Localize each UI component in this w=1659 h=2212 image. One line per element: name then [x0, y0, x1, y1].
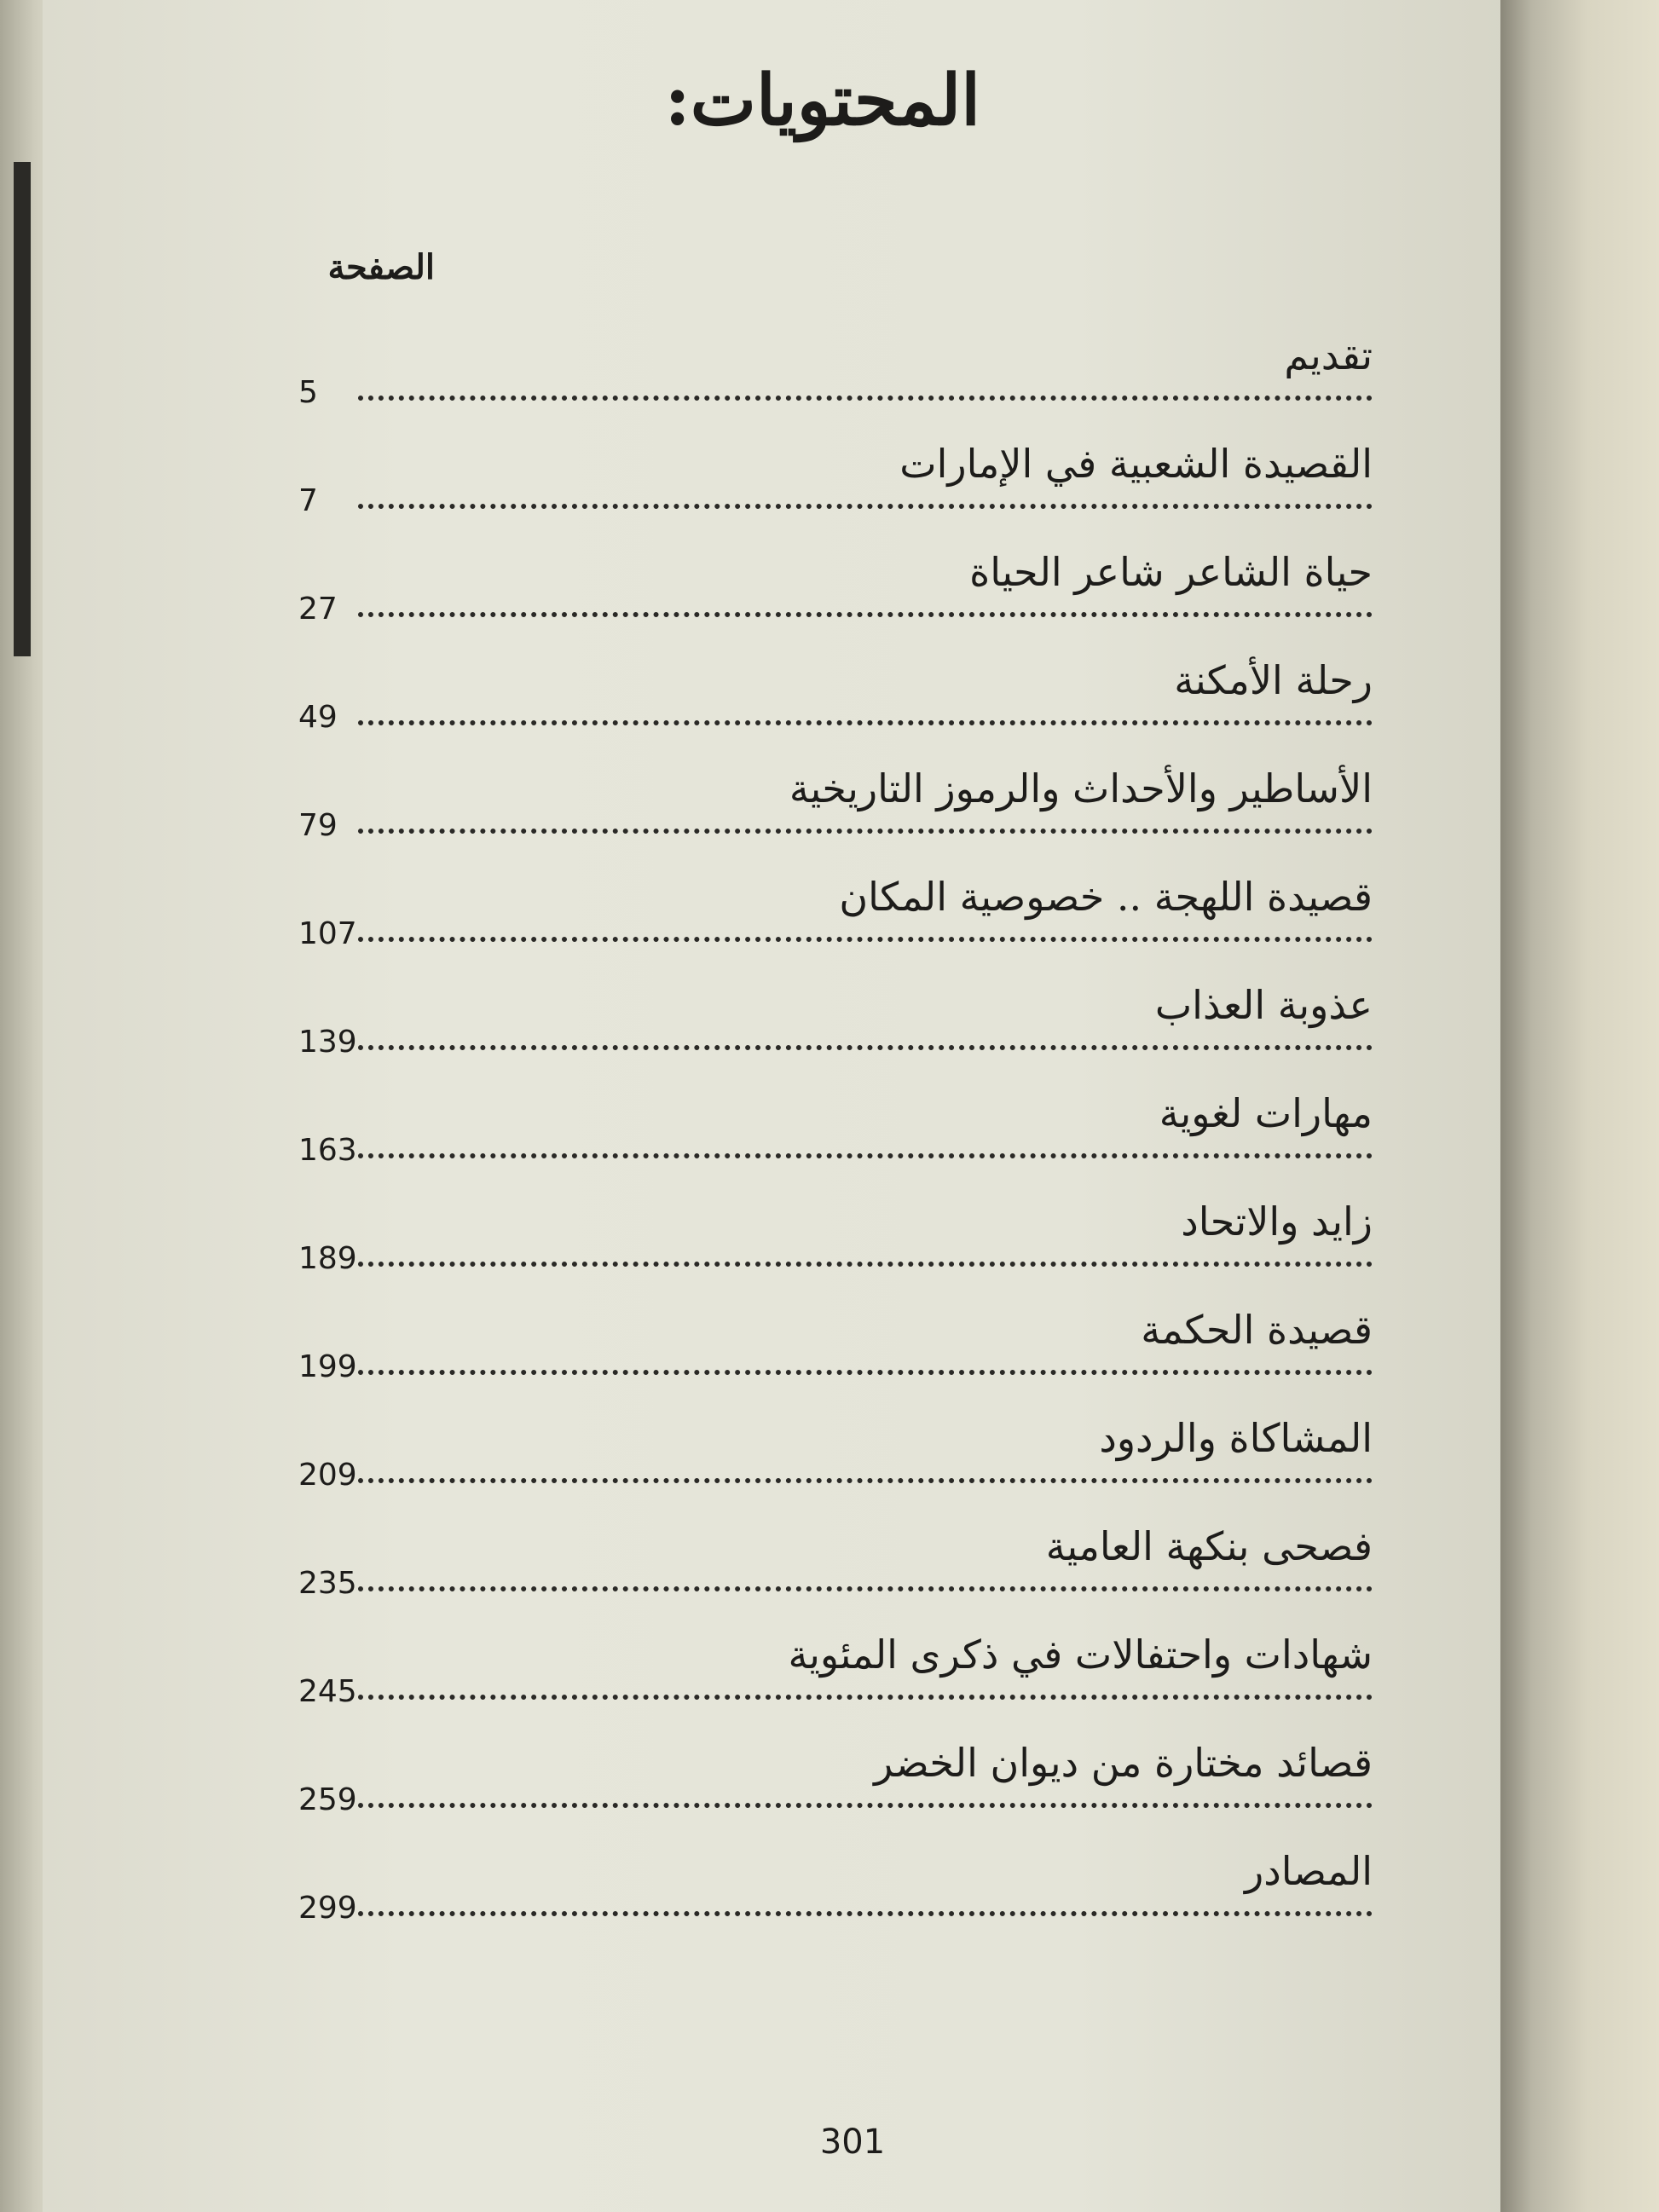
toc-entry	[298, 1198, 1373, 1309]
toc-entry-title: رحلة الأمكنة	[1174, 657, 1373, 703]
toc-leader-dots	[358, 720, 1373, 725]
toc-entry-page: 139	[298, 1025, 357, 1060]
toc-leader-dots	[358, 1045, 1373, 1050]
toc-entry-page: 189	[298, 1241, 357, 1276]
toc-entry-page: 235	[298, 1566, 357, 1601]
toc-entry-title: عذوبة العذاب	[1154, 982, 1373, 1028]
toc-entry	[298, 874, 1373, 985]
toc-leader-dots	[358, 937, 1373, 942]
toc-leader-dots	[358, 1262, 1373, 1267]
toc-leader-dots	[358, 829, 1373, 834]
toc-entry-title: قصيدة الحكمة	[1141, 1307, 1373, 1353]
toc-entry-page: 259	[298, 1782, 357, 1817]
toc-entry-title: فصحى بنكهة العامية	[1045, 1523, 1373, 1569]
toc-entry-page: 79	[298, 808, 338, 843]
toc-entry-title: المشاكاة والردود	[1099, 1415, 1373, 1461]
toc-entry-page: 27	[298, 592, 338, 627]
toc-entry-title: شهادات واحتفالات في ذكرى المئوية	[788, 1632, 1373, 1678]
toc-entry-title: قصيدة اللهجة .. خصوصية المكان	[839, 874, 1373, 920]
toc-title: المحتويات:	[664, 60, 980, 141]
toc-leader-dots	[358, 1153, 1373, 1158]
toc-leader-dots	[358, 504, 1373, 509]
toc-entry-title: الأساطير والأحداث والرموز التاريخية	[789, 765, 1373, 811]
toc-entry-title: زايد والاتحاد	[1181, 1198, 1373, 1245]
toc-entry-page: 5	[298, 375, 318, 410]
toc-leader-dots	[358, 1803, 1373, 1808]
toc-entry-page: 299	[298, 1891, 357, 1926]
book-spine-strip	[14, 162, 31, 656]
toc-entry	[298, 1307, 1373, 1418]
toc-entry	[298, 982, 1373, 1093]
toc-entry-page: 7	[298, 483, 318, 518]
toc-entry	[298, 1740, 1373, 1851]
toc-entry-title: حياة الشاعر شاعر الحياة	[969, 549, 1373, 595]
toc-entry	[298, 441, 1373, 552]
toc-entry	[298, 657, 1373, 768]
toc-entry	[298, 1415, 1373, 1526]
toc-entry-title: تقديم	[1284, 332, 1373, 378]
toc-leader-dots	[358, 1911, 1373, 1916]
toc-entry-title: مهارات لغوية	[1159, 1090, 1373, 1136]
toc-leader-dots	[358, 396, 1373, 401]
toc-entry	[298, 765, 1373, 876]
toc-entry-title: المصادر	[1245, 1848, 1373, 1894]
toc-entry	[298, 1848, 1373, 1959]
page-number: 301	[819, 2122, 886, 2162]
toc-entry-page: 245	[298, 1674, 357, 1709]
toc-entry-page: 107	[298, 916, 357, 951]
page-column-header: الصفحة	[327, 247, 435, 287]
toc-leader-dots	[358, 1586, 1373, 1591]
toc-entry-page: 163	[298, 1133, 357, 1168]
book-gutter-shadow	[1500, 0, 1659, 2212]
toc-entry	[298, 1523, 1373, 1634]
book-page	[43, 0, 1509, 2212]
toc-entry	[298, 1090, 1373, 1201]
toc-leader-dots	[358, 1370, 1373, 1375]
toc-entry-title: قصائد مختارة من ديوان الخضر	[874, 1740, 1373, 1786]
toc-entry-page: 209	[298, 1458, 357, 1493]
toc-leader-dots	[358, 1695, 1373, 1700]
toc-entry-page: 199	[298, 1349, 357, 1384]
toc-entry-page: 49	[298, 700, 338, 735]
toc-leader-dots	[358, 1478, 1373, 1483]
toc-entry	[298, 549, 1373, 660]
toc-entry-title: القصيدة الشعبية في الإمارات	[899, 441, 1373, 487]
toc-entry	[298, 332, 1373, 443]
toc-entry	[298, 1632, 1373, 1742]
toc-leader-dots	[358, 612, 1373, 617]
